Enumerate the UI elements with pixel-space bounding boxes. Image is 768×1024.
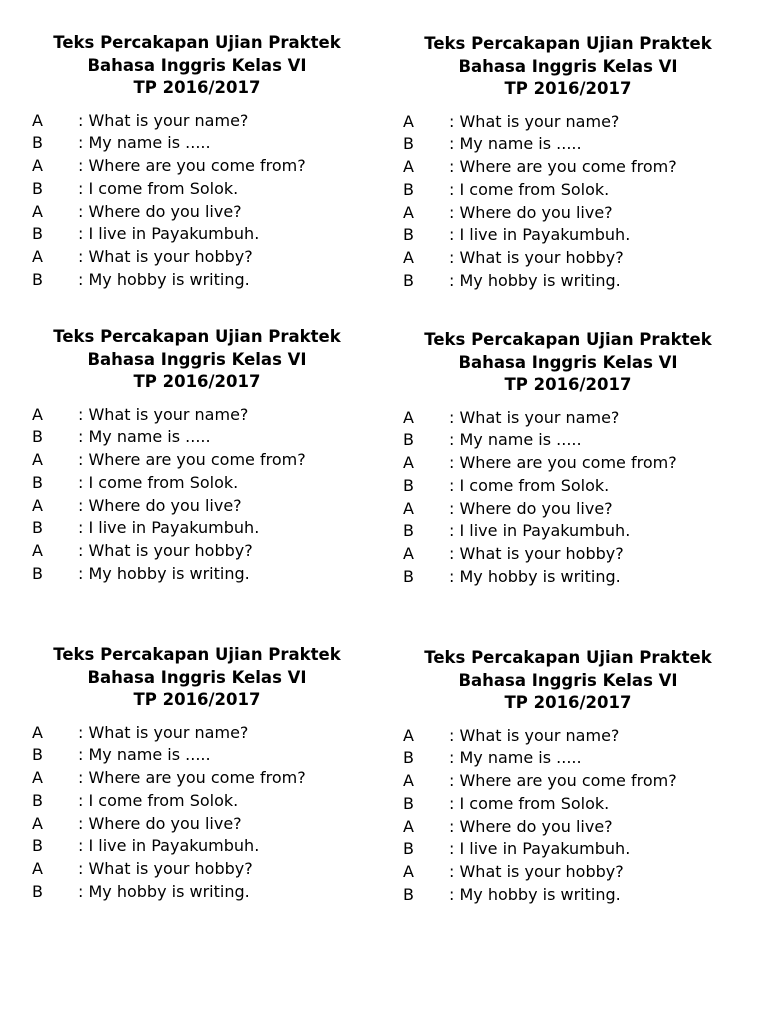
utterance: : My hobby is writing. <box>78 564 250 584</box>
speaker-label: B <box>32 745 43 765</box>
dialogue-line <box>32 246 362 269</box>
title-line: TP 2016/2017 <box>504 693 632 712</box>
speaker-label: B <box>32 270 43 290</box>
title-line: Teks Percakapan Ujian Praktek <box>53 327 341 346</box>
speaker-label: A <box>403 407 414 427</box>
utterance: : My name is ..... <box>449 134 582 154</box>
dialogue-list <box>32 404 362 586</box>
utterance: : Where do you live? <box>449 816 613 836</box>
conversation-card-6 <box>403 647 733 907</box>
dialogue-line <box>403 156 733 179</box>
utterance: : Where do you live? <box>78 201 242 221</box>
conversation-card-5 <box>32 644 362 904</box>
utterance: : I live in Payakumbuh. <box>78 518 260 538</box>
speaker-label: A <box>32 495 43 515</box>
utterance: : What is your hobby? <box>449 862 624 882</box>
utterance: : I come from Solok. <box>78 178 239 198</box>
speaker-label: A <box>403 202 414 222</box>
dialogue-line <box>32 201 362 224</box>
speaker-label: A <box>403 453 414 473</box>
utterance: : I live in Payakumbuh. <box>449 521 631 541</box>
dialogue-line <box>403 861 733 884</box>
utterance: : What is your hobby? <box>78 541 253 561</box>
utterance: : I come from Solok. <box>449 475 610 495</box>
dialogue-line <box>32 155 362 178</box>
utterance: : I come from Solok. <box>78 472 239 492</box>
utterance: : Where do you live? <box>78 495 242 515</box>
utterance: : My hobby is writing. <box>78 270 250 290</box>
utterance: : Where are you come from? <box>78 768 306 788</box>
dialogue-line <box>32 404 362 427</box>
title-line: TP 2016/2017 <box>504 79 632 98</box>
speaker-label: B <box>32 427 43 447</box>
speaker-label: B <box>403 271 414 291</box>
title-line: Teks Percakapan Ujian Praktek <box>424 648 712 667</box>
utterance: : Where are you come from? <box>78 450 306 470</box>
title-line: Teks Percakapan Ujian Praktek <box>53 33 341 52</box>
dialogue-line <box>32 835 362 858</box>
dialogue-line <box>32 858 362 881</box>
conversation-card-1 <box>32 32 362 292</box>
conversation-card-2 <box>403 33 733 293</box>
utterance: : What is your hobby? <box>78 247 253 267</box>
utterance: : What is your name? <box>449 407 620 427</box>
utterance: : Where do you live? <box>449 498 613 518</box>
speaker-label: B <box>403 134 414 154</box>
utterance: : I come from Solok. <box>78 790 239 810</box>
speaker-label: A <box>403 544 414 564</box>
speaker-label: B <box>32 178 43 198</box>
dialogue-line <box>32 517 362 540</box>
speaker-label: B <box>403 839 414 859</box>
dialogue-line <box>32 495 362 518</box>
speaker-label: A <box>403 771 414 791</box>
speaker-label: B <box>403 225 414 245</box>
utterance: : Where do you live? <box>449 202 613 222</box>
utterance: : My name is ..... <box>78 427 211 447</box>
dialogue-line <box>403 429 733 452</box>
utterance: : What is your name? <box>449 725 620 745</box>
speaker-label: B <box>32 836 43 856</box>
dialogue-line <box>32 472 362 495</box>
speaker-label: A <box>403 862 414 882</box>
utterance: : I live in Payakumbuh. <box>449 225 631 245</box>
dialogue-line <box>403 747 733 770</box>
utterance: : My name is ..... <box>449 430 582 450</box>
dialogue-line <box>403 407 733 430</box>
card-title <box>32 644 362 712</box>
utterance: : Where do you live? <box>78 813 242 833</box>
speaker-label: A <box>32 156 43 176</box>
dialogue-line <box>32 110 362 133</box>
dialogue-line <box>403 133 733 156</box>
dialogue-line <box>32 767 362 790</box>
dialogue-line <box>32 426 362 449</box>
dialogue-list <box>403 725 733 907</box>
dialogue-line <box>32 223 362 246</box>
speaker-label: B <box>403 793 414 813</box>
title-line: Bahasa Inggris Kelas VI <box>87 667 307 687</box>
utterance: : What is your name? <box>78 722 249 742</box>
title-line: Teks Percakapan Ujian Praktek <box>424 34 712 53</box>
dialogue-line <box>403 793 733 816</box>
speaker-label: A <box>403 725 414 745</box>
utterance: : My hobby is writing. <box>449 271 621 291</box>
card-title <box>403 329 733 397</box>
title-line: Bahasa Inggris Kelas VI <box>458 352 678 372</box>
title-line: Bahasa Inggris Kelas VI <box>458 56 678 76</box>
dialogue-list <box>403 111 733 293</box>
speaker-label: A <box>32 201 43 221</box>
speaker-label: A <box>403 498 414 518</box>
utterance: : What is your name? <box>78 404 249 424</box>
card-title <box>32 326 362 394</box>
utterance: : My hobby is writing. <box>449 885 621 905</box>
title-line: TP 2016/2017 <box>133 690 261 709</box>
speaker-label: A <box>32 450 43 470</box>
utterance: : I live in Payakumbuh. <box>78 836 260 856</box>
dialogue-list <box>403 407 733 589</box>
dialogue-line <box>32 744 362 767</box>
dialogue-line <box>403 475 733 498</box>
utterance: : What is your name? <box>78 110 249 130</box>
utterance: : My hobby is writing. <box>449 567 621 587</box>
dialogue-line <box>403 725 733 748</box>
card-title <box>32 32 362 100</box>
utterance: : Where are you come from? <box>78 156 306 176</box>
speaker-label: B <box>403 521 414 541</box>
speaker-label: B <box>32 564 43 584</box>
utterance: : My name is ..... <box>78 133 211 153</box>
dialogue-line <box>403 202 733 225</box>
dialogue-list <box>32 110 362 292</box>
utterance: : What is your hobby? <box>449 248 624 268</box>
dialogue-line <box>403 498 733 521</box>
dialogue-line <box>403 452 733 475</box>
dialogue-list <box>32 722 362 904</box>
speaker-label: B <box>403 885 414 905</box>
conversation-card-3 <box>32 326 362 586</box>
utterance: : Where are you come from? <box>449 453 677 473</box>
dialogue-line <box>403 838 733 861</box>
speaker-label: A <box>403 248 414 268</box>
utterance: : Where are you come from? <box>449 157 677 177</box>
dialogue-line <box>403 884 733 907</box>
speaker-label: A <box>32 541 43 561</box>
dialogue-line <box>32 132 362 155</box>
speaker-label: B <box>32 472 43 492</box>
dialogue-line <box>403 566 733 589</box>
dialogue-line <box>403 270 733 293</box>
utterance: : My hobby is writing. <box>78 882 250 902</box>
speaker-label: A <box>403 111 414 131</box>
utterance: : I come from Solok. <box>449 793 610 813</box>
speaker-label: B <box>32 518 43 538</box>
dialogue-line <box>32 269 362 292</box>
speaker-label: A <box>403 157 414 177</box>
speaker-label: A <box>32 859 43 879</box>
title-line: Teks Percakapan Ujian Praktek <box>424 330 712 349</box>
card-title <box>403 33 733 101</box>
conversation-card-4 <box>403 329 733 589</box>
dialogue-line <box>32 449 362 472</box>
speaker-label: B <box>403 179 414 199</box>
card-title <box>403 647 733 715</box>
speaker-label: B <box>403 475 414 495</box>
dialogue-line <box>32 563 362 586</box>
utterance: : I live in Payakumbuh. <box>78 224 260 244</box>
dialogue-line <box>403 543 733 566</box>
speaker-label: B <box>403 430 414 450</box>
speaker-label: A <box>32 768 43 788</box>
utterance: : My name is ..... <box>78 745 211 765</box>
title-line: Bahasa Inggris Kelas VI <box>458 670 678 690</box>
dialogue-line <box>32 881 362 904</box>
speaker-label: B <box>403 567 414 587</box>
utterance: : I come from Solok. <box>449 179 610 199</box>
speaker-label: B <box>403 748 414 768</box>
title-line: Bahasa Inggris Kelas VI <box>87 55 307 75</box>
title-line: Bahasa Inggris Kelas VI <box>87 349 307 369</box>
utterance: : What is your hobby? <box>78 859 253 879</box>
title-line: TP 2016/2017 <box>133 78 261 97</box>
dialogue-line <box>403 770 733 793</box>
title-line: Teks Percakapan Ujian Praktek <box>53 645 341 664</box>
dialogue-line <box>403 816 733 839</box>
utterance: : Where are you come from? <box>449 771 677 791</box>
speaker-label: B <box>32 790 43 810</box>
speaker-label: A <box>32 722 43 742</box>
dialogue-line <box>32 790 362 813</box>
speaker-label: A <box>32 110 43 130</box>
dialogue-line <box>32 540 362 563</box>
utterance: : I live in Payakumbuh. <box>449 839 631 859</box>
title-line: TP 2016/2017 <box>133 372 261 391</box>
title-line: TP 2016/2017 <box>504 375 632 394</box>
dialogue-line <box>403 179 733 202</box>
speaker-label: B <box>32 882 43 902</box>
speaker-label: A <box>32 813 43 833</box>
speaker-label: B <box>32 224 43 244</box>
dialogue-line <box>32 813 362 836</box>
speaker-label: A <box>32 404 43 424</box>
speaker-label: B <box>32 133 43 153</box>
dialogue-line <box>403 111 733 134</box>
speaker-label: A <box>403 816 414 836</box>
dialogue-line <box>32 178 362 201</box>
dialogue-line <box>403 224 733 247</box>
dialogue-line <box>403 247 733 270</box>
utterance: : What is your hobby? <box>449 544 624 564</box>
utterance: : What is your name? <box>449 111 620 131</box>
dialogue-line <box>403 520 733 543</box>
speaker-label: A <box>32 247 43 267</box>
dialogue-line <box>32 722 362 745</box>
utterance: : My name is ..... <box>449 748 582 768</box>
